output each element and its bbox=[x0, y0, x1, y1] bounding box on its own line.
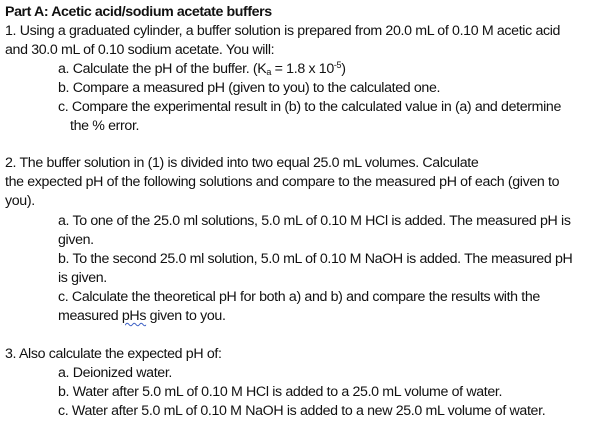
ka-exponent: -5 bbox=[333, 60, 342, 70]
q3-item-a: a. Deionized water. bbox=[58, 365, 173, 381]
ka-subscript: a bbox=[266, 67, 272, 77]
q2-text-line-2: the expected pH of the following solutions and compare to the measured pH of each (given to bbox=[5, 174, 560, 190]
q2-item-c-post: given to you. bbox=[146, 308, 226, 324]
q2-item-c-line-2 bbox=[58, 307, 226, 326]
q1-item-a-prefix: a. Calculate the pH of the buffer. (K bbox=[58, 61, 267, 77]
q1-item-a bbox=[58, 60, 346, 79]
q1-item-c-line-2: the % error. bbox=[70, 118, 140, 134]
page-title: Part A: Acetic acid/sodium acetate buffers bbox=[5, 4, 272, 20]
q3-item-b: b. Water after 5.0 mL of 0.10 M HCl is added to a 25.0 mL volume of water. bbox=[58, 384, 503, 400]
q3-item-c: c. Water after 5.0 mL of 0.10 M NaOH is added to a new 25.0 mL volume of water. bbox=[58, 403, 546, 419]
q2-text-line-3: you). bbox=[5, 193, 35, 209]
q1-item-a-mid: = 1.8 x 10 bbox=[271, 61, 334, 77]
q2-item-a-line-2: given. bbox=[58, 232, 94, 248]
q1-text-line-1: 1. Using a graduated cylinder, a buffer solution is prepared from 20.0 mL of 0.10 M acetic acid bbox=[5, 23, 561, 39]
q2-item-a-line-1: a. To one of the 25.0 ml solutions, 5.0 mL of 0.10 M HCl is added. The measured pH is bbox=[58, 213, 571, 229]
q2-item-c-pre: measured bbox=[58, 308, 122, 324]
q1-text-line-2: and 30.0 mL of 0.10 sodium acetate. You will: bbox=[5, 42, 275, 58]
q1-item-c-line-1: c. Compare the experimental result in (b) to the calculated value in (a) and determine bbox=[58, 99, 561, 115]
q1-item-a-suffix: ) bbox=[341, 61, 346, 77]
q2-item-c-line-1: c. Calculate the theoretical pH for both a) and b) and compare the results with the bbox=[58, 289, 540, 305]
q2-text-line-1: 2. The buffer solution in (1) is divided into two equal 25.0 mL volumes. Calculate bbox=[5, 155, 479, 171]
spellcheck-flagged-word: pHs bbox=[121, 308, 147, 324]
q2-item-b-line-2: is given. bbox=[58, 270, 107, 286]
q3-text-line-1: 3. Also calculate the expected pH of: bbox=[5, 346, 222, 362]
q1-item-b: b. Compare a measured pH (given to you) to the calculated one. bbox=[58, 80, 441, 96]
q2-item-b-line-1: b. To the second 25.0 ml solution, 5.0 mL of 0.10 M NaOH is added. The measured pH bbox=[58, 251, 573, 267]
